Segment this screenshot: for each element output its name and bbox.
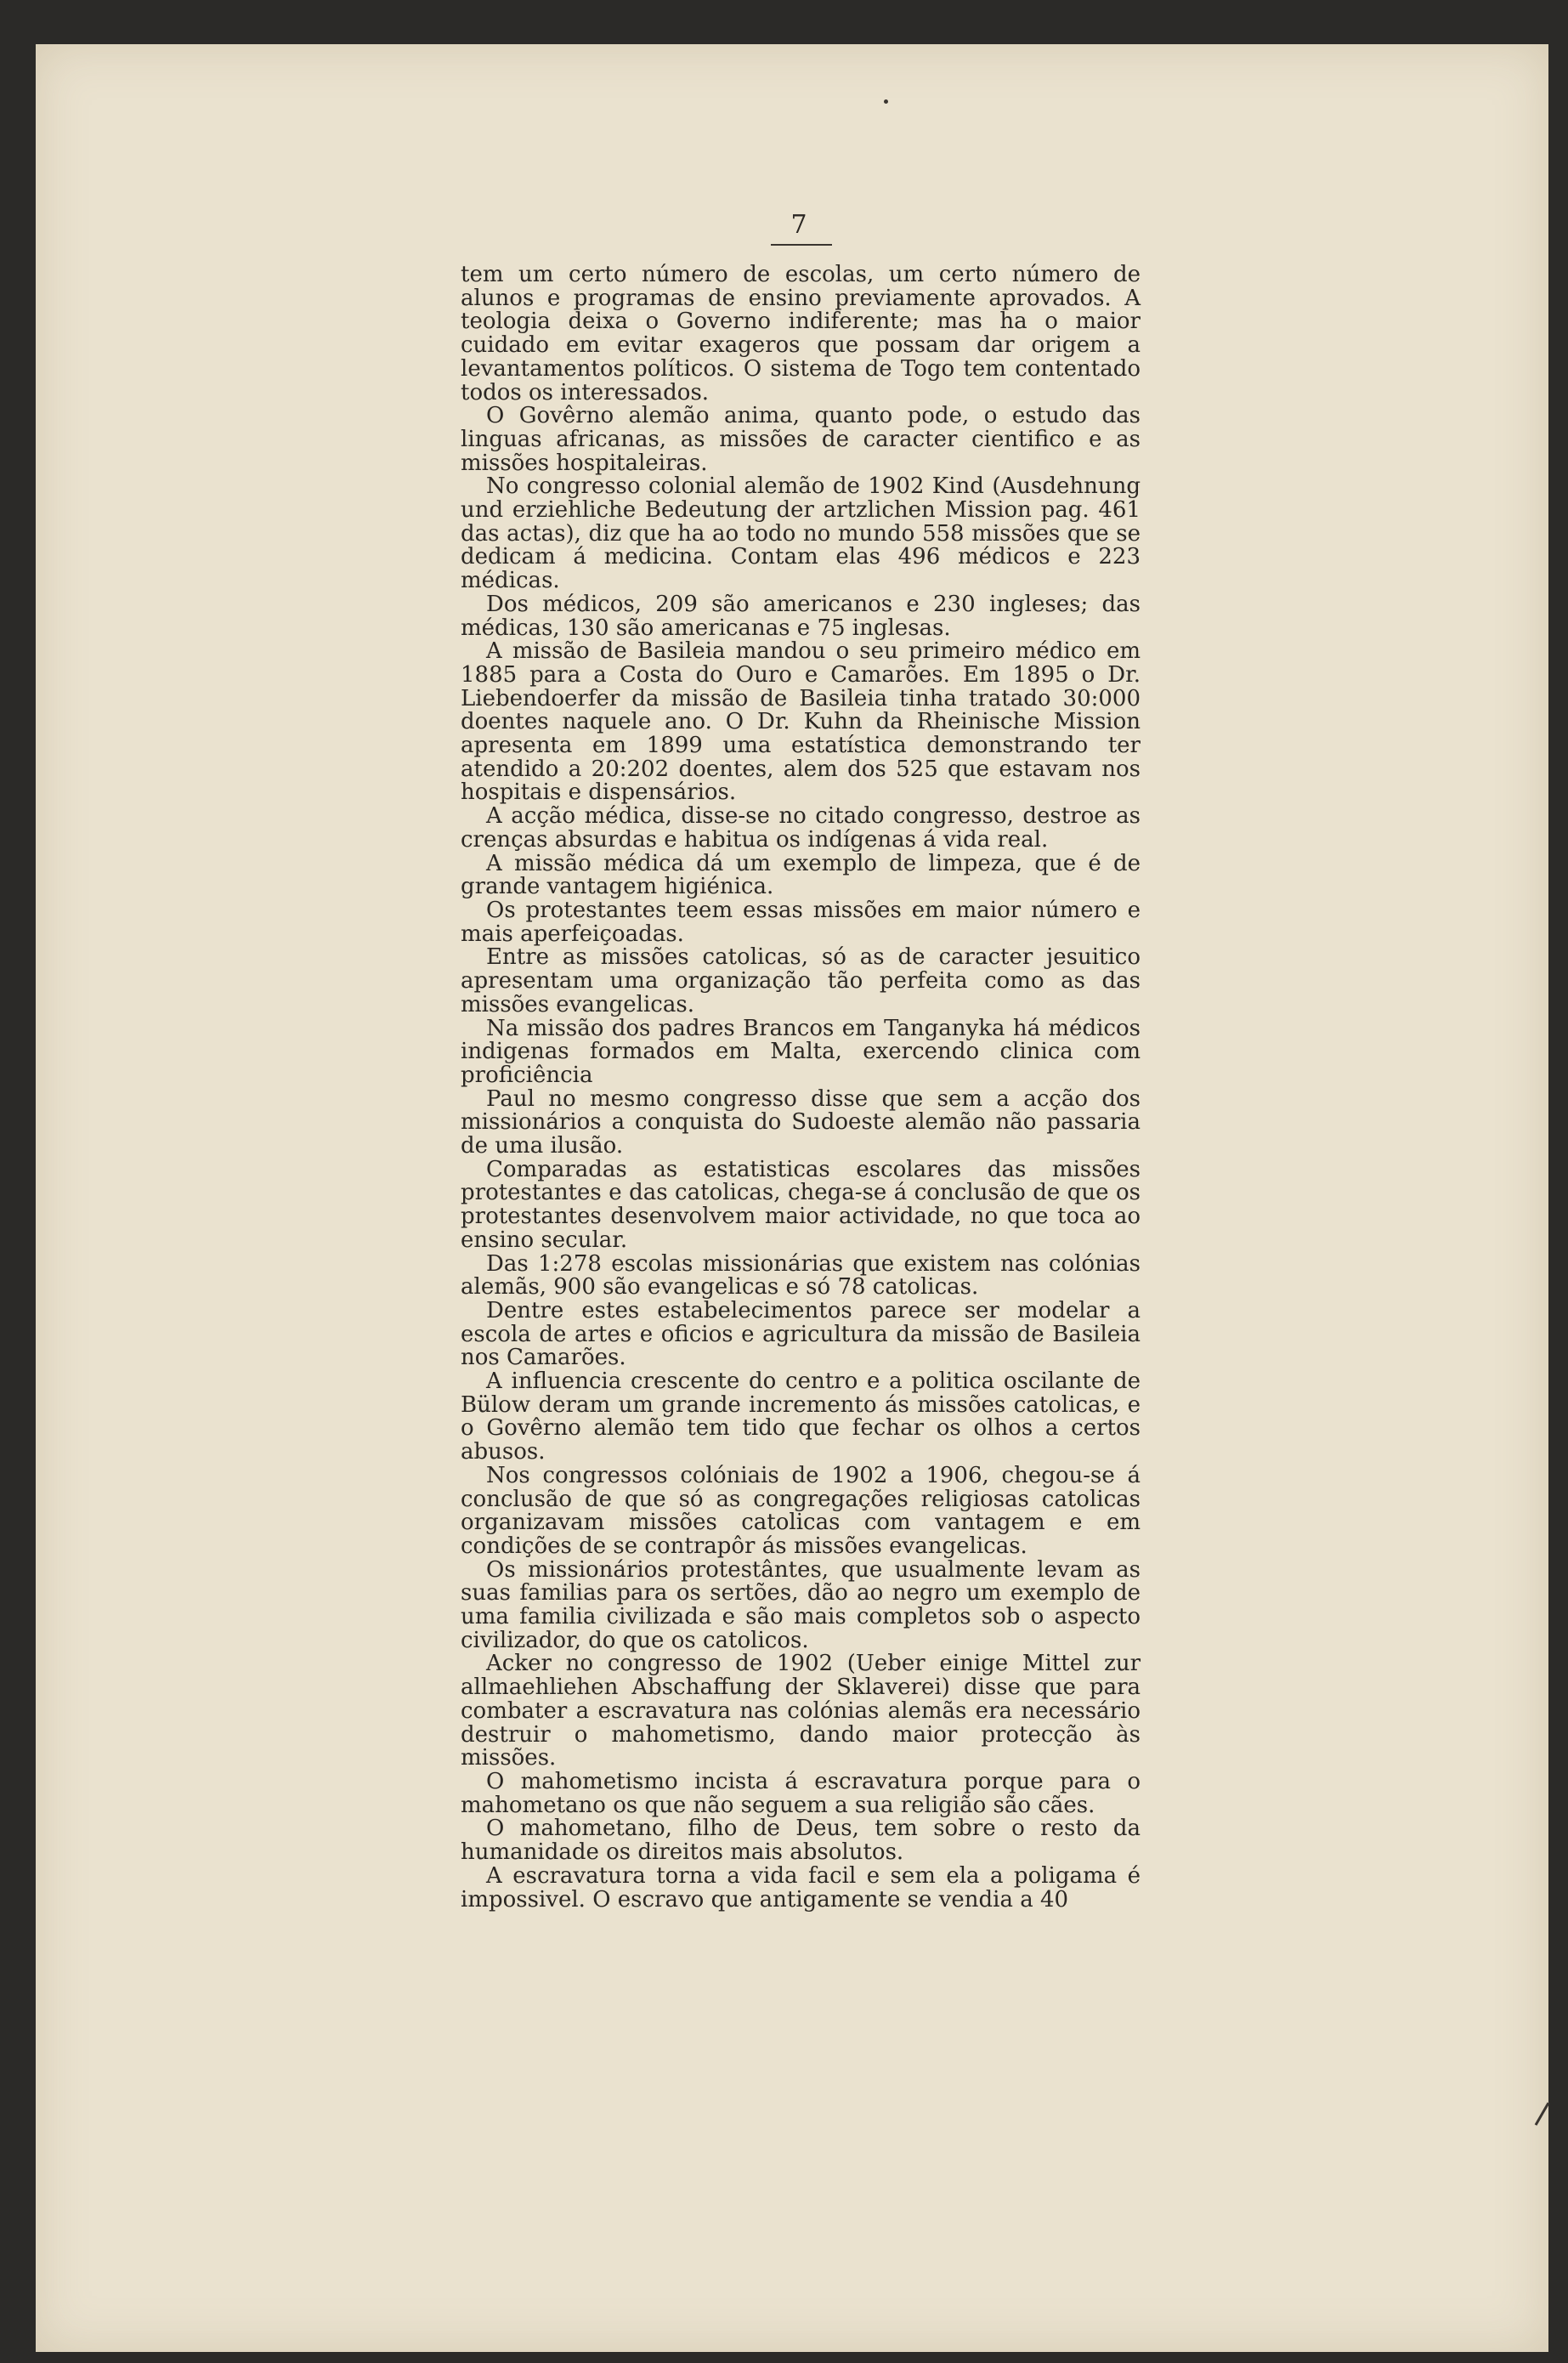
paragraph: Comparadas as estatisticas escolares das missões protestantes e das catolicas, chega-se á conclusão de que os protestantes desenvolvem maior actividade, no que toca ao ensino secular.: [461, 1156, 1141, 1253]
paragraph: O mahometano, filho de Deus, tem sobre o resto da humanidade os direitos mais absolutos.: [461, 1816, 1141, 1866]
paragraph: A missão de Basileia mandou o seu primeiro médico em 1885 para a Costa do Ouro e Camarões. Em 1895 o Dr. Liebendoerfer da missão de Basileia tinha tratado 30:000 doentes naquele ano. O Dr. Kuhn da Rheinische Mission apresenta em 1899 uma estatística demonstrando ter atendido a 20:202 doentes, alem dos 525 que estavam nos hospitais e dispensários.: [461, 638, 1141, 806]
paragraph: Dentre estes estabelecimentos parece ser modelar a escola de artes e oficios e agricultura da missão de Basileia nos Camarões.: [461, 1297, 1141, 1371]
paragraph: Os missionários protestântes, que usualmente levam as suas familias para os sertões, dão ao negro um exemplo de uma familia civilizada e são mais completos sob o aspecto civilizador, do que os catolicos.: [461, 1556, 1141, 1653]
paragraph: O Govêrno alemão anima, quanto pode, o estudo das linguas africanas, as missões de caracter cientifico e as missões hospitaleiras.: [461, 403, 1141, 476]
paragraph: A missão médica dá um exemplo de limpeza, que é de grande vantagem higiénica.: [461, 850, 1141, 900]
document-page: [36, 44, 1548, 2352]
paragraph: A influencia crescente do centro e a politica oscilante de Bülow deram um grande incremento ás missões catolicas, e o Govêrno alemão tem tido que fechar os olhos a certos abusos.: [461, 1368, 1141, 1465]
paragraph: Acker no congresso de 1902 (Ueber einige Mittel zur allmaehliehen Abschaffung der Sklaverei) disse que para combater a escravatura nas colónias alemãs era necessário destruir o mahometismo, dando maior protecção às missões.: [461, 1651, 1141, 1771]
paragraph: Dos médicos, 209 são americanos e 230 ingleses; das médicas, 130 são americanas e 75 inglesas.: [461, 591, 1141, 641]
paragraph: tem um certo número de escolas, um certo número de alunos e programas de ensino previamente aprovados. A teologia deixa o Governo indiferente; mas ha o maior cuidado em evitar exageros que possam dar origem a levantamentos políticos. O sistema de Togo tem contentado todos os interessados.: [461, 262, 1141, 405]
paper-speck: [884, 99, 888, 104]
paragraph: Entre as missões catolicas, só as de caracter jesuitico apresentam uma organização tão perfeita como as das missões evangelicas.: [461, 944, 1141, 1017]
page-number: 7: [790, 210, 807, 240]
page-number-rule: [771, 244, 832, 246]
paragraph: Nos congressos colóniais de 1902 a 1906, chegou-se á conclusão de que só as congregações religiosas catolicas organizavam missões catolicas com vantagem e em condições de se contrapôr ás missões evangelicas.: [461, 1462, 1141, 1559]
body-text: [461, 264, 1141, 1912]
paragraph: Paul no mesmo congresso disse que sem a acção dos missionários a conquista do Sudoeste alemão não passaria de uma ilusão.: [461, 1085, 1141, 1159]
paragraph: Das 1:278 escolas missionárias que existem nas colónias alemãs, 900 são evangelicas e só 78 catolicas.: [461, 1250, 1141, 1300]
paper-mark: [1535, 2102, 1550, 2125]
paragraph: Na missão dos padres Brancos em Tanganyka há médicos indigenas formados em Malta, exercendo clinica com proficiência: [461, 1015, 1141, 1088]
paragraph: A acção médica, disse-se no citado congresso, destroe as crenças absurdas e habitua os indígenas á vida real.: [461, 803, 1141, 853]
paragraph: O mahometismo incista á escravatura porque para o mahometano os que não seguem a sua religião são cães.: [461, 1769, 1141, 1818]
paragraph: A escravatura torna a vida facil e sem ela a poligama é impossivel. O escravo que antigamente se vendia a 40: [461, 1862, 1141, 1912]
paragraph: No congresso colonial alemão de 1902 Kind (Ausdehnung und erziehliche Bedeutung der artzlichen Mission pag. 461 das actas), diz que ha ao todo no mundo 558 missões que se dedicam á medicina. Contam elas 496 médicos e 223 médicas.: [461, 473, 1141, 594]
paragraph: Os protestantes teem essas missões em maior número e mais aperfeiçoadas.: [461, 897, 1141, 947]
